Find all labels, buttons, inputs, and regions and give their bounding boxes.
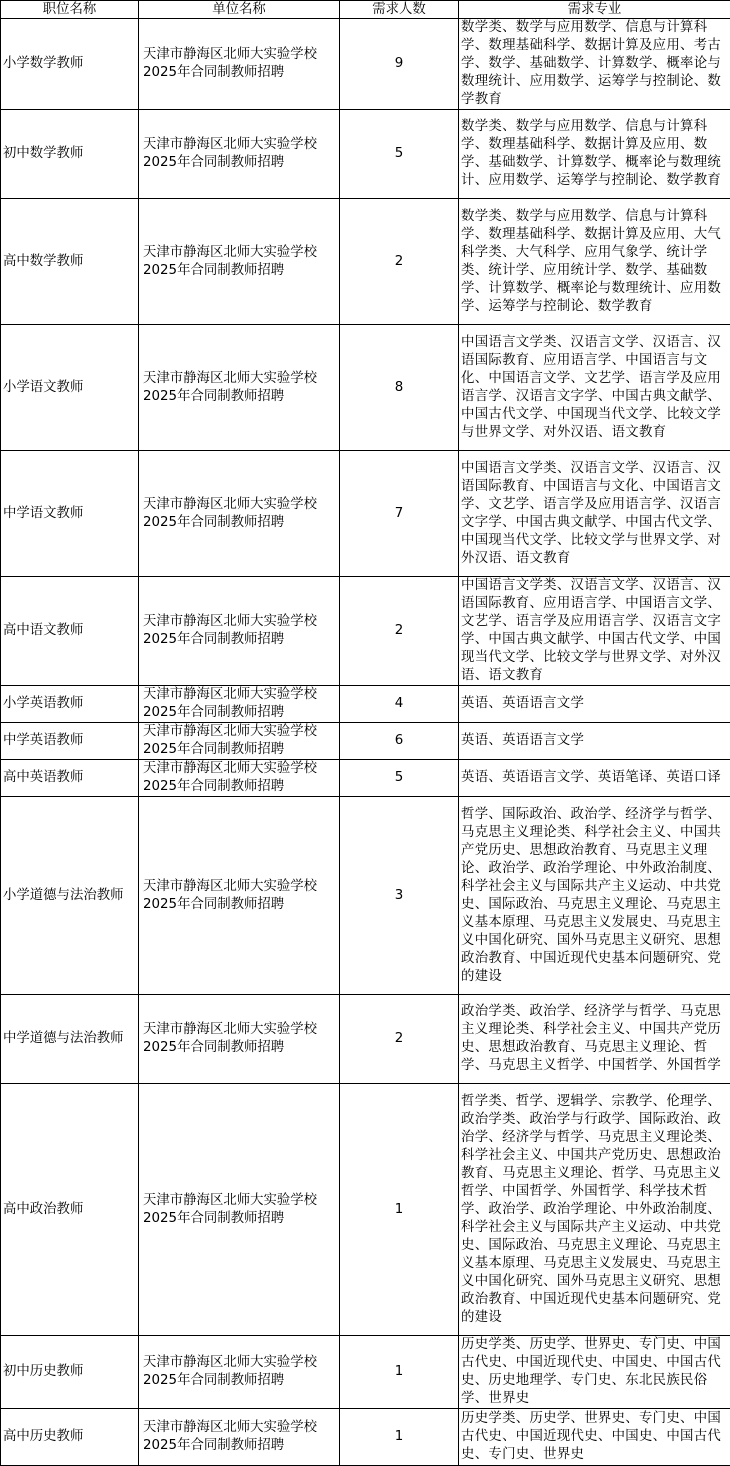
position-cell: 初中数学教师 (1, 110, 139, 199)
position-cell: 小学语文教师 (1, 325, 139, 451)
unit-cell: 天津市静海区北师大实验学校2025年合同制教师招聘 (139, 325, 340, 451)
table-row (1, 797, 730, 995)
table-row (1, 686, 730, 723)
unit-cell: 天津市静海区北师大实验学校2025年合同制教师招聘 (139, 577, 340, 686)
header-count: 需求人数 (340, 1, 459, 19)
major-cell: 哲学类、哲学、逻辑学、宗教学、伦理学、政治学类、政治学与行政学、国际政治、政治学、经济学与哲学、马克思主义理论类、科学社会主义、中国共产党历史、思想政治教育、马克思主义理论、哲学、马克思主义哲学、中国哲学、外国哲学、科学技术哲学、政治学、政治学理论、中外政治制度、科学社会主义与国际共产主义运动、中共党史、国际政治、马克思主义理论、马克思主义基本原理、马克思主义发展史、马克思主义中国化研究、国外马克思主义研究、思想政治教育、中国近现代史基本问题研究、党的建设 (459, 1084, 730, 1336)
table-row (1, 577, 730, 686)
major-cell: 历史学类、历史学、世界史、专门史、中国古代史、中国近现代史、中国史、中国古代史、专门史、世界史 (459, 1409, 730, 1466)
position-cell: 高中英语教师 (1, 760, 139, 797)
major-cell: 数学类、数学与应用数学、信息与计算科学、数理基础科学、数据计算及应用、数学、基础数学、计算数学、概率论与数理统计、应用数学、运筹学与控制论、数学教育 (459, 110, 730, 199)
unit-cell: 天津市静海区北师大实验学校2025年合同制教师招聘 (139, 1409, 340, 1466)
count-cell: 2 (340, 199, 459, 325)
count-cell: 1 (340, 1084, 459, 1336)
unit-cell: 天津市静海区北师大实验学校2025年合同制教师招聘 (139, 19, 340, 110)
count-cell: 5 (340, 110, 459, 199)
unit-cell: 天津市静海区北师大实验学校2025年合同制教师招聘 (139, 451, 340, 577)
unit-cell: 天津市静海区北师大实验学校2025年合同制教师招聘 (139, 797, 340, 995)
unit-cell: 天津市静海区北师大实验学校2025年合同制教师招聘 (139, 995, 340, 1084)
major-cell: 政治学类、政治学、经济学与哲学、马克思主义理论类、科学社会主义、中国共产党历史、思想政治教育、马克思主义理论、哲学、马克思主义哲学、中国哲学、外国哲学 (459, 995, 730, 1084)
table-row (1, 760, 730, 797)
position-cell: 高中数学教师 (1, 199, 139, 325)
position-cell: 高中历史教师 (1, 1409, 139, 1466)
table-row (1, 1409, 730, 1466)
major-cell: 中国语言文学类、汉语言文学、汉语言、汉语国际教育、中国语言与文化、中国语言文学、文艺学、语言学及应用语言学、汉语言文字学、中国古典文献学、中国古代文学、中国现当代文学、比较文学与世界文学、对外汉语、语文教育 (459, 451, 730, 577)
count-cell: 2 (340, 995, 459, 1084)
count-cell: 8 (340, 325, 459, 451)
table-row (1, 325, 730, 451)
header-unit: 单位名称 (139, 1, 340, 19)
unit-cell: 天津市静海区北师大实验学校2025年合同制教师招聘 (139, 686, 340, 723)
table-header-row (1, 1, 730, 19)
position-cell: 小学英语教师 (1, 686, 139, 723)
major-cell: 中国语言文学类、汉语言文学、汉语言、汉语国际教育、应用语言学、中国语言与文化、中国语言文学、文艺学、语言学及应用语言学、汉语言文字学、中国古典文献学、中国古代文学、中国现当代文学、比较文学与世界文学、对外汉语、语文教育 (459, 325, 730, 451)
position-cell: 中学道德与法治教师 (1, 995, 139, 1084)
count-cell: 9 (340, 19, 459, 110)
table-row (1, 199, 730, 325)
count-cell: 1 (340, 1409, 459, 1466)
position-cell: 高中语文教师 (1, 577, 139, 686)
position-cell: 小学数学教师 (1, 19, 139, 110)
major-cell: 英语、英语语言文学 (459, 723, 730, 760)
major-cell: 英语、英语语言文学、英语笔译、英语口译 (459, 760, 730, 797)
position-cell: 小学道德与法治教师 (1, 797, 139, 995)
count-cell: 2 (340, 577, 459, 686)
count-cell: 3 (340, 797, 459, 995)
unit-cell: 天津市静海区北师大实验学校2025年合同制教师招聘 (139, 723, 340, 760)
table-row (1, 995, 730, 1084)
unit-cell: 天津市静海区北师大实验学校2025年合同制教师招聘 (139, 1084, 340, 1336)
count-cell: 4 (340, 686, 459, 723)
table-row (1, 1336, 730, 1409)
major-cell: 数学类、数学与应用数学、信息与计算科学、数理基础科学、数据计算及应用、大气科学类、大气科学、应用气象学、统计学类、统计学、应用统计学、数学、基础数学、计算数学、概率论与数理统计、应用数学、运筹学与控制论、数学教育 (459, 199, 730, 325)
major-cell: 数学类、数学与应用数学、信息与计算科学、数理基础科学、数据计算及应用、考古学、数学、基础数学、计算数学、概率论与数理统计、应用数学、运筹学与控制论、数学教育 (459, 19, 730, 110)
position-cell: 高中政治教师 (1, 1084, 139, 1336)
position-cell: 中学英语教师 (1, 723, 139, 760)
position-cell: 初中历史教师 (1, 1336, 139, 1409)
count-cell: 5 (340, 760, 459, 797)
header-major: 需求专业 (459, 1, 730, 19)
table-row (1, 451, 730, 577)
major-cell: 英语、英语语言文学 (459, 686, 730, 723)
table-row (1, 110, 730, 199)
major-cell: 中国语言文学类、汉语言文学、汉语言、汉语国际教育、应用语言学、中国语言文学、文艺学、语言学及应用语言学、汉语言文字学、中国古典文献学、中国古代文学、中国现当代文学、比较文学与世界文学、对外汉语、语文教育 (459, 577, 730, 686)
count-cell: 1 (340, 1336, 459, 1409)
table-row (1, 1084, 730, 1336)
header-position: 职位名称 (1, 1, 139, 19)
unit-cell: 天津市静海区北师大实验学校2025年合同制教师招聘 (139, 199, 340, 325)
table-row (1, 19, 730, 110)
major-cell: 历史学类、历史学、世界史、专门史、中国古代史、中国近现代史、中国史、中国古代史、历史地理学、专门史、东北民族民俗学、世界史 (459, 1336, 730, 1409)
count-cell: 6 (340, 723, 459, 760)
unit-cell: 天津市静海区北师大实验学校2025年合同制教师招聘 (139, 1336, 340, 1409)
unit-cell: 天津市静海区北师大实验学校2025年合同制教师招聘 (139, 110, 340, 199)
position-cell: 中学语文教师 (1, 451, 139, 577)
unit-cell: 天津市静海区北师大实验学校2025年合同制教师招聘 (139, 760, 340, 797)
major-cell: 哲学、国际政治、政治学、经济学与哲学、马克思主义理论类、科学社会主义、中国共产党历史、思想政治教育、马克思主义理论、政治学、政治学理论、中外政治制度、科学社会主义与国际共产主义运动、中共党史、国际政治、马克思主义理论、马克思主义基本原理、马克思主义发展史、马克思主义中国化研究、国外马克思主义研究、思想政治教育、中国近现代史基本问题研究、党的建设 (459, 797, 730, 995)
count-cell: 7 (340, 451, 459, 577)
table-row (1, 723, 730, 760)
